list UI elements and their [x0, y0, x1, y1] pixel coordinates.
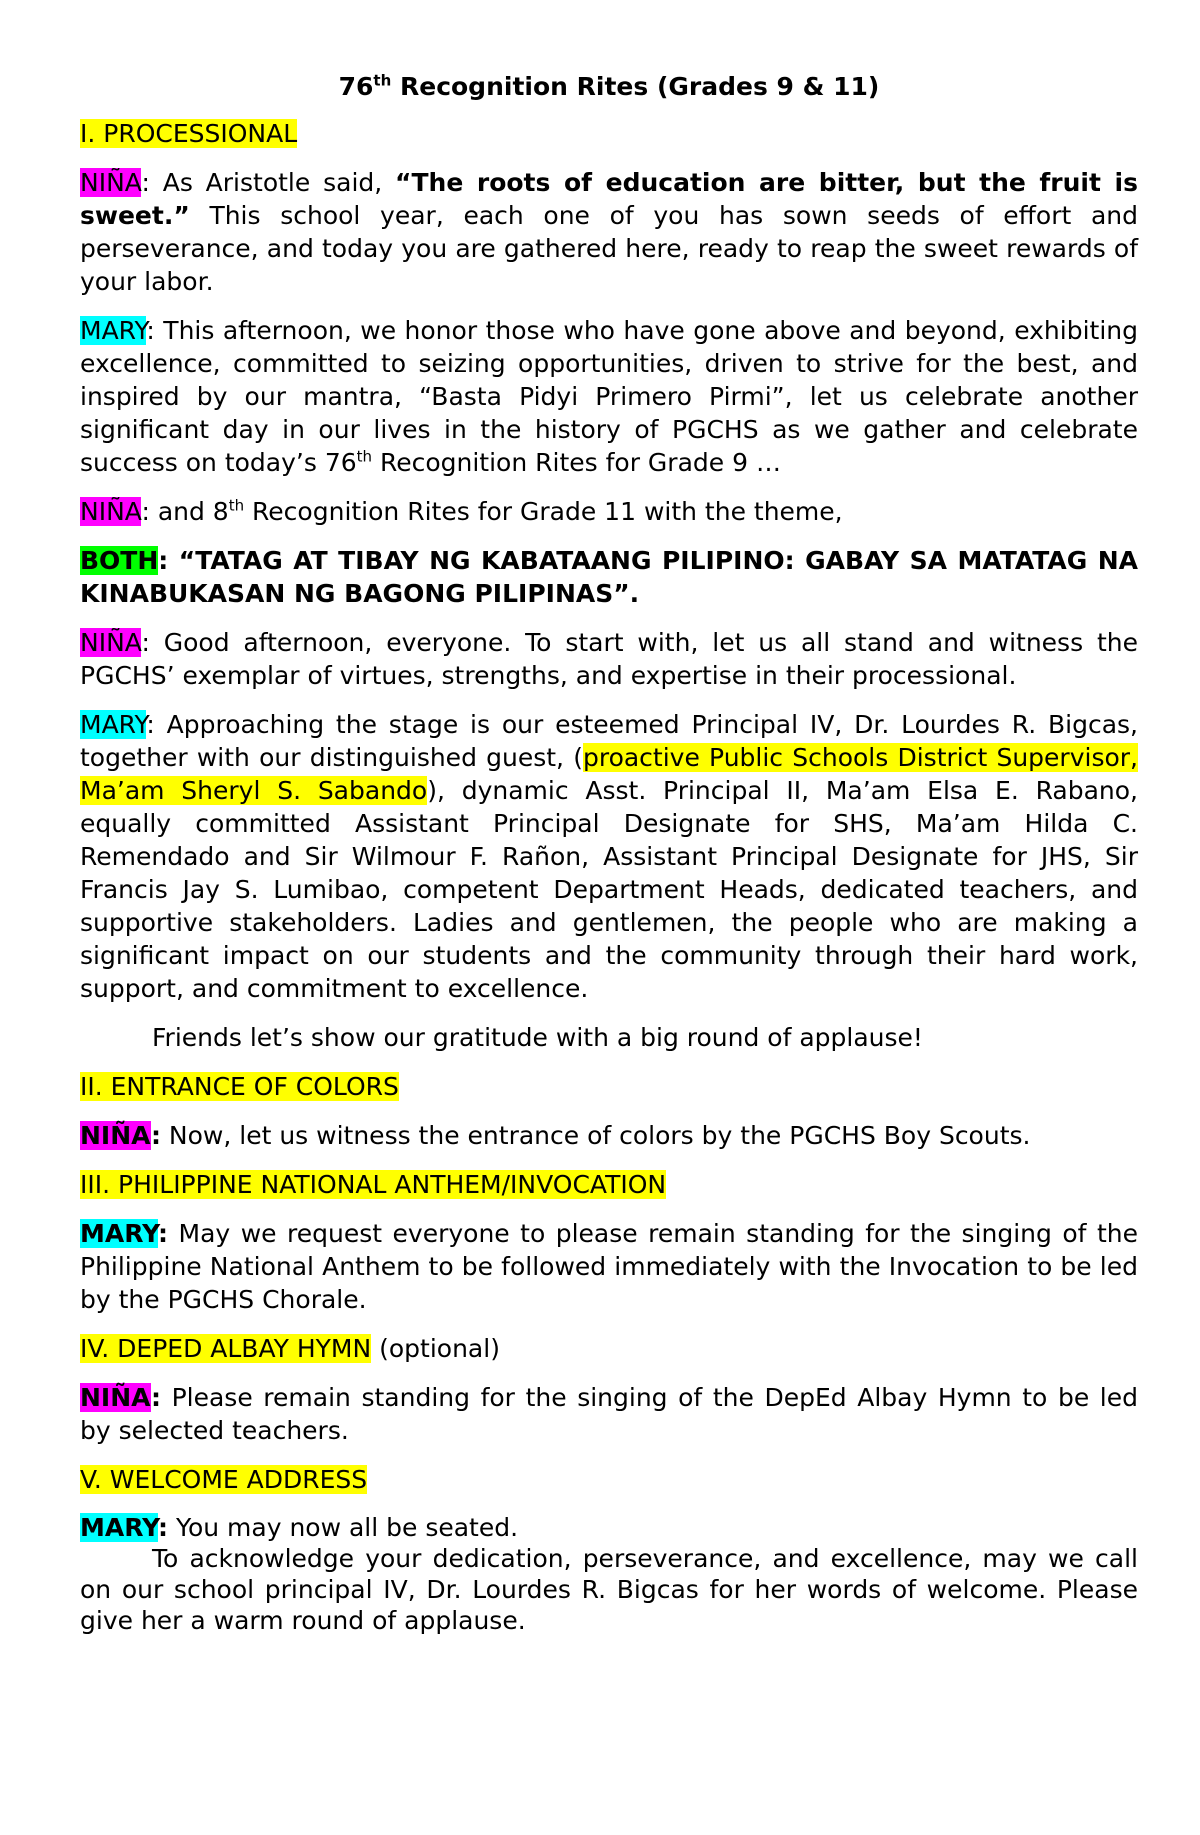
- paragraph-applause: Friends let’s show our gratitude with a big round of applause!: [152, 1023, 923, 1052]
- speaker-nina: NIÑA: [80, 1383, 151, 1412]
- paragraph-nina-hymn: NIÑA: Please remain standing for the singing of the DepEd Albay Hymn to be led by selected teachers.: [80, 1383, 1138, 1445]
- section-hymn: [80, 1332, 1138, 1365]
- speaker-nina: NIÑA: [80, 1121, 151, 1150]
- aristotle-quote: “The roots of education are bitter, but the fruit is sweet.”: [80, 168, 1138, 230]
- section-heading: II. ENTRANCE OF COLORS: [80, 1072, 399, 1101]
- paragraph-both-theme: [80, 544, 1138, 610]
- hymn-optional-note: (optional): [371, 1334, 500, 1363]
- speaker-mary: MARY: [80, 1219, 159, 1248]
- paragraph-mary-anthem: MARY: May we request everyone to please remain standing for the singing of the Philippine National Anthem to be followed immediately with the Invocation to be led by the PGCHS Chorale.: [80, 1219, 1138, 1314]
- speaker-nina: NIÑA: [80, 168, 142, 197]
- paragraph-nina-greeting: NIÑA: Good afternoon, everyone. To start with, let us all stand and witness the PGCHS’ exemplar of virtues, strengths, and expertise in their processional.: [80, 628, 1138, 690]
- document-title: 76th Recognition Rites (Grades 9 & 11): [338, 71, 880, 101]
- section-heading: IV. DEPED ALBAY HYMN: [80, 1334, 372, 1363]
- speaker-both: BOTH: [80, 546, 159, 575]
- section-welcome: [80, 1463, 1138, 1496]
- speaker-mary: MARY: [80, 1513, 159, 1542]
- section-processional: [80, 117, 1138, 150]
- theme-text: : “TATAG AT TIBAY NG KABATAANG PILIPINO: GABAY SA MATATAG NA KINABUKASAN NG BAGONG PILIPINAS”.: [80, 546, 1138, 608]
- section-anthem: [80, 1168, 1138, 1201]
- paragraph-nina-colors: NIÑA: Now, let us witness the entrance of colors by the PGCHS Boy Scouts.: [80, 1121, 1031, 1150]
- paragraph-mary-honor: MARY: This afternoon, we honor those who have gone above and beyond, exhibiting excellence, committed to seizing opportunities, driven to strive for the best, and inspired by our mantra, “Basta Pidyi Primero Pirmi”, let us celebrate another significant day in our lives in the history of PGCHS as we gather and celebrate success on today’s 76th Recognition Rites for Grade 9 …: [80, 316, 1138, 477]
- paragraph-mary-guests: MARY: Approaching the stage is our esteemed Principal IV, Dr. Lourdes R. Bigcas, together with our distinguished guest, (proactive Public Schools District Supervisor, Ma’am Sheryl S. Sabando), dynamic Asst. Principal II, Ma’am Elsa E. Rabano, equally committed Assistant Principal Designate for SHS, Ma’am Hilda C. Remendado and Sir Wilmour F. Rañon, Assistant Principal Designate for JHS, Sir Francis Jay S. Lumibao, competent Department Heads, dedicated teachers, and supportive stakeholders. Ladies and gentlemen, the people who are making a significant impact on our students and the community through their hard work, support, and commitment to excellence.: [80, 710, 1138, 1003]
- paragraph-nina-aristotle: NIÑA: As Aristotle said, “The roots of education are bitter, but the fruit is sweet.” This school year, each one of you has sown seeds of effort and perseverance, and today you are gathered here, ready to reap the sweet rewards of your labor.: [80, 168, 1138, 296]
- speaker-mary: MARY: [80, 710, 147, 739]
- paragraph-nina-theme-intro: NIÑA: and 8th Recognition Rites for Grade 11 with the theme,: [80, 496, 843, 526]
- section-heading: III. PHILIPPINE NATIONAL ANTHEM/INVOCATION: [80, 1170, 667, 1199]
- section-entrance: [80, 1070, 1138, 1103]
- section-heading: I. PROCESSIONAL: [80, 119, 298, 148]
- welcome-body: To acknowledge your dedication, perseverance, and excellence, may we call on our school principal IV, Dr. Lourdes R. Bigcas for her words of welcome. Please give her a warm round of applause.: [80, 1544, 1138, 1635]
- speaker-nina: NIÑA: [80, 497, 142, 526]
- paragraph-mary-welcome: MARY: You may now all be seated. To acknowledge your dedication, perseverance, and excellence, may we call on our school principal IV, Dr. Lourdes R. Bigcas for her words of welcome. Please give her a warm round of applause.: [80, 1513, 1138, 1635]
- speaker-mary: MARY: [80, 316, 147, 345]
- highlighted-guest: proactive Public Schools District Supervisor, Ma’am Sheryl S. Sabando: [80, 743, 1138, 805]
- section-heading: V. WELCOME ADDRESS: [80, 1465, 368, 1494]
- speaker-nina: NIÑA: [80, 628, 142, 657]
